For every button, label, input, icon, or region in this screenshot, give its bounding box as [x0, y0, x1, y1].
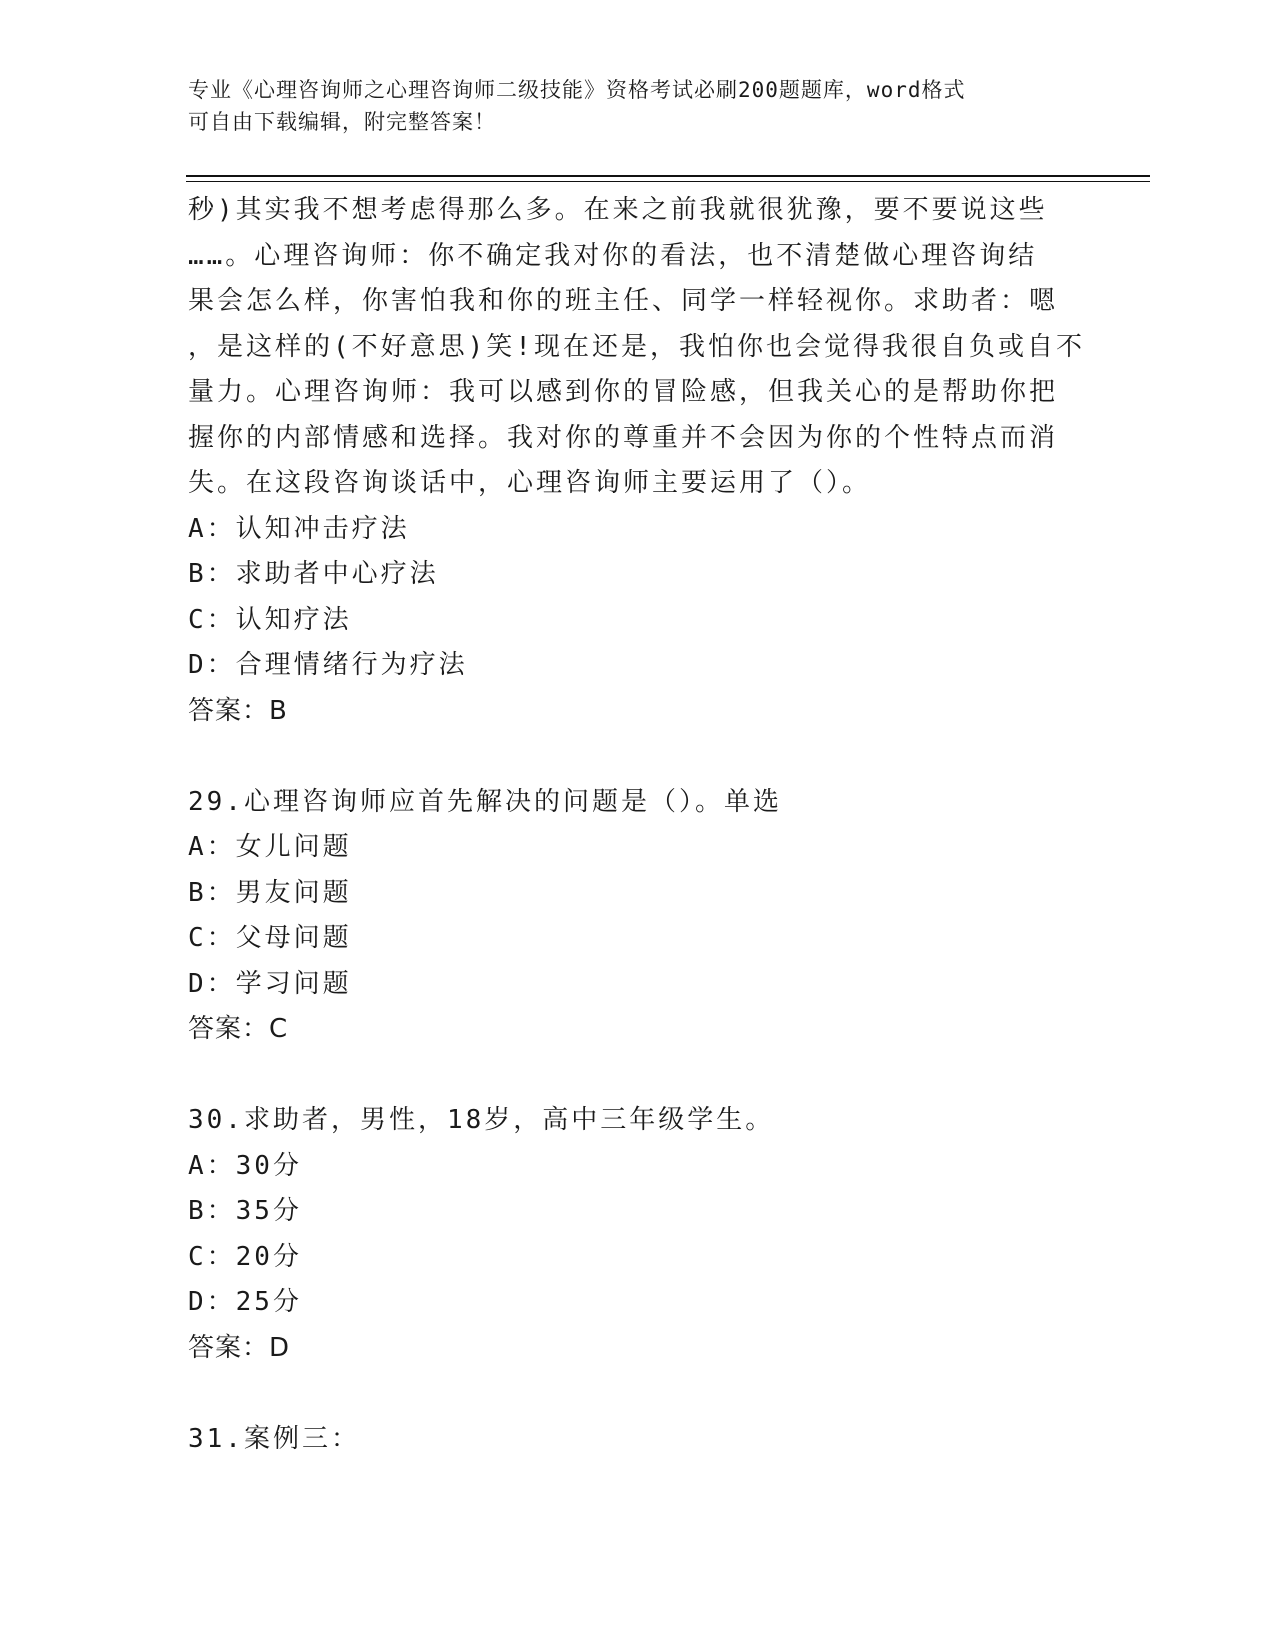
option-b: B：男友问题 [188, 877, 352, 908]
option-d: D：学习问题 [188, 968, 352, 999]
spacer [188, 1371, 1088, 1417]
document-header [188, 74, 1068, 138]
option-a: A：30分 [188, 1150, 302, 1181]
header-rule-thick [186, 175, 1150, 177]
question-30 [188, 1098, 1088, 1371]
spacer [188, 1053, 1088, 1099]
question-title: 30.求助者，男性，18岁，高中三年级学生。 [188, 1105, 775, 1135]
question-text-line: ，是这样的(不好意思)笑!现在还是，我怕你也会觉得我很自负或自不 [188, 331, 1085, 362]
option-c: C：认知疗法 [188, 604, 352, 635]
question-text-line: 失。在这段咨询谈话中，心理咨询师主要运用了（）。 [188, 468, 872, 498]
document-body [188, 188, 1088, 1462]
option-a: A：女儿问题 [188, 832, 352, 862]
spacer [188, 734, 1088, 780]
question-title: 31.案例三： [188, 1423, 360, 1454]
option-c: C：20分 [188, 1241, 302, 1272]
question-31 [188, 1417, 1088, 1463]
question-text-line: ……。心理咨询师：你不确定我对你的看法，也不清楚做心理咨询结 [188, 240, 1038, 271]
header-line-2: 可自由下载编辑，附完整答案！ [188, 110, 496, 134]
question-text-line: 量力。心理咨询师：我可以感到你的冒险感，但我关心的是帮助你把 [188, 377, 1059, 407]
question-text-line: 秒)其实我不想考虑得那么多。在来之前我就很犹豫，要不要说这些 [188, 195, 1048, 225]
answer: 答案：C [188, 1014, 289, 1044]
option-c: C：父母问题 [188, 923, 352, 953]
answer: 答案：D [188, 1332, 291, 1363]
question-text-line: 握你的内部情感和选择。我对你的尊重并不会因为你的个性特点而消 [188, 422, 1059, 453]
option-d: D：合理情绪行为疗法 [188, 650, 468, 680]
question-29 [188, 780, 1088, 1053]
option-d: D：25分 [188, 1287, 302, 1317]
question-28 [188, 188, 1088, 734]
answer: 答案：B [188, 695, 288, 726]
question-title: 29.心理咨询师应首先解决的问题是（）。单选 [188, 786, 782, 817]
header-line-1: 专业《心理咨询师之心理咨询师二级技能》资格考试必刷200题题库，word格式 [188, 78, 966, 102]
header-rule-thin [186, 181, 1150, 182]
option-a: A：认知冲击疗法 [188, 513, 410, 544]
option-b: B：求助者中心疗法 [188, 559, 439, 589]
option-b: B：35分 [188, 1196, 302, 1226]
question-text-line: 果会怎么样，你害怕我和你的班主任、同学一样轻视你。求助者：嗯 [188, 286, 1059, 316]
